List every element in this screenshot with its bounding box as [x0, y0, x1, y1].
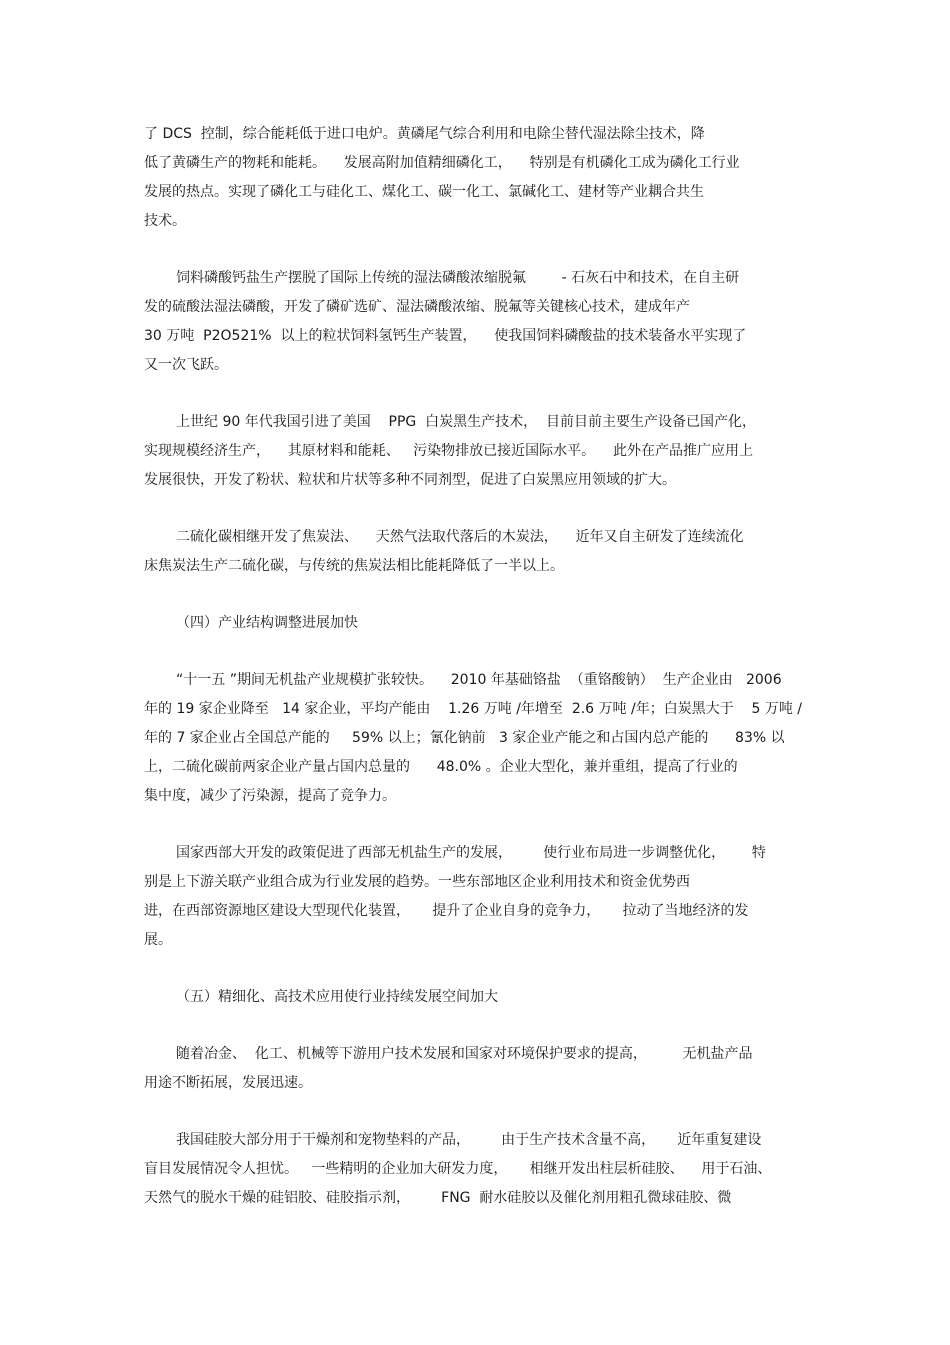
text-line: 技术。 — [144, 213, 186, 229]
text-line: 床焦炭法生产二硫化碳，与传统的焦炭法相比能耗降低了一半以上。 — [144, 558, 564, 574]
text-line: 天然气的脱水干燥的硅铝胶、硅胶指示剂， FNG 耐水硅胶以及催化剂用粗孔微球硅胶、微 — [144, 1190, 732, 1206]
text-line: 我国硅胶大部分用于干燥剂和宠物垫料的产品， 由于生产技术含量不高， 近年重复建设 — [176, 1132, 762, 1148]
text-line: 别是上下游关联产业组合成为行业发展的趋势。一些东部地区企业利用技术和资金优势西 — [144, 874, 690, 890]
text-line: 饲料磷酸钙盐生产摆脱了国际上传统的湿法磷酸浓缩脱氟 - 石灰石中和技术，在自主研 — [176, 270, 740, 286]
text-line: 年的 19 家企业降至 14 家企业，平均产能由 1.26 万吨 /年增至 2.6 万吨 /年；白炭黑大于 5 万吨 / — [144, 701, 803, 717]
text-line: 实现规模经济生产， 其原材料和能耗、 污染物排放已接近国际水平。 此外在产品推广应用上 — [144, 443, 753, 459]
text-line: 又一次飞跃。 — [144, 357, 228, 373]
text-line: 上世纪 90 年代我国引进了美国 PPG 白炭黑生产技术， 目前目前主要生产设备已国产化， — [176, 414, 757, 430]
text-line: 30 万吨 P2O521% 以上的粒状饲料氢钙生产装置， 使我国饲料磷酸盐的技术装备水平实现了 — [144, 328, 747, 344]
text-line: 集中度，减少了污染源，提高了竞争力。 — [144, 788, 396, 804]
text-line: 低了黄磷生产的物耗和能耗。 发展高附加值精细磷化工， 特别是有机磷化工成为磷化工行业 — [144, 155, 740, 171]
text-line: 发的硫酸法湿法磷酸，开发了磷矿选矿、湿法磷酸浓缩、脱氟等关键核心技术，建成年产 — [144, 299, 690, 315]
section-heading: （四）产业结构调整进展加快 — [176, 615, 358, 631]
text-line: 二硫化碳相继开发了焦炭法、 天然气法取代落后的木炭法， 近年又自主研发了连续流化 — [176, 529, 744, 545]
text-line: 国家西部大开发的政策促进了西部无机盐生产的发展， 使行业布局进一步调整优化， 特 — [176, 845, 766, 861]
text-line: 随着冶金、 化工、机械等下游用户技术发展和国家对环境保护要求的提高， 无机盐产品 — [176, 1046, 753, 1062]
text-line: 年的 7 家企业占全国总产能的 59% 以上；氰化钠前 3 家企业产能之和占国内总产能的 83% 以 — [144, 730, 785, 746]
text-line: 用途不断拓展，发展迅速。 — [144, 1075, 312, 1091]
text-line: 发展很快，开发了粉状、粒状和片状等多种不同剂型，促进了白炭黑应用领域的扩大。 — [144, 472, 676, 488]
text-line: 盲目发展情况令人担忧。 一些精明的企业加大研发力度， 相继开发出柱层析硅胶、 用于石油、 — [144, 1161, 772, 1177]
text-line: 展。 — [144, 932, 172, 948]
text-line: “十一五 ”期间无机盐产业规模扩张较快。 2010 年基础铬盐 （重铬酸钠） 生产企业由 2006 — [176, 672, 782, 688]
text-line: 了 DCS 控制，综合能耗低于进口电炉。黄磷尾气综合利用和电除尘替代湿法除尘技术，降 — [144, 126, 705, 142]
text-line: 发展的热点。实现了磷化工与硅化工、煤化工、碳一化工、氯碱化工、建材等产业耦合共生 — [144, 184, 704, 200]
section-heading: （五）精细化、高技术应用使行业持续发展空间加大 — [176, 989, 498, 1005]
text-line: 上，二硫化碳前两家企业产量占国内总量的 48.0% 。企业大型化，兼并重组，提高了行业的 — [144, 759, 738, 775]
text-line: 进，在西部资源地区建设大型现代化装置， 提升了企业自身的竞争力， 拉动了当地经济的发 — [144, 903, 749, 919]
